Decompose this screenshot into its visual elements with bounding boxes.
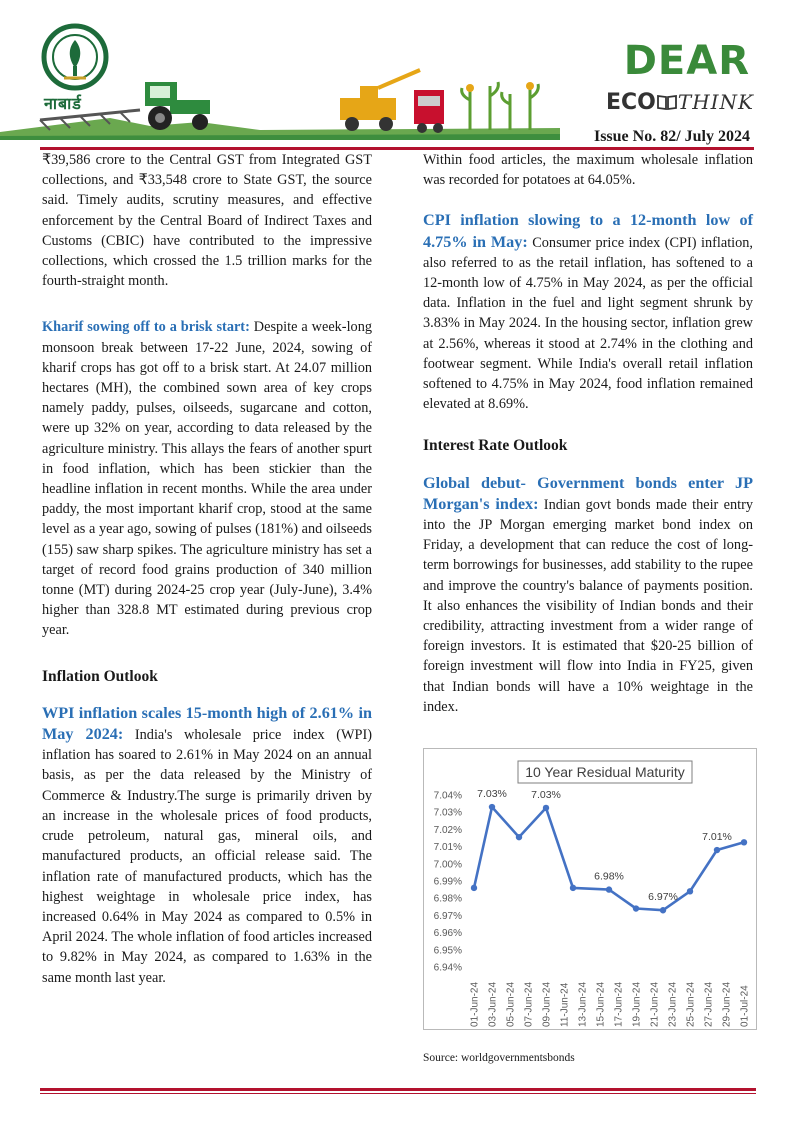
series-line xyxy=(474,807,744,910)
gst-paragraph: ₹39,586 crore to the Central GST from Integrated GST collections, and ₹33,548 crore to State GST, the source said. Timely audits, scrutiny measures, and effective enforcement by the Central Board of Indirect Taxes and Customs (CBIC) have contributed to the impressive collections, which crossed the 1.5 trillion marks for the fourth-straight month. xyxy=(42,152,372,290)
logo-text: नाबार्ड xyxy=(44,94,82,113)
chart-title: 10 Year Residual Maturity xyxy=(525,764,685,780)
masthead-subtitle xyxy=(606,90,754,115)
data-point xyxy=(471,885,477,891)
data-point xyxy=(687,888,693,894)
x-tick-label: 19-Jun-24 xyxy=(631,981,643,1027)
x-tick-label: 09-Jun-24 xyxy=(541,981,553,1027)
issue-number: Issue No. 82/ July 2024 xyxy=(593,128,750,145)
y-tick-label: 6.94% xyxy=(433,962,462,974)
x-tick-label: 03-Jun-24 xyxy=(487,981,499,1027)
data-point xyxy=(516,834,522,840)
data-label: 7.03% xyxy=(477,788,507,801)
y-tick-label: 6.95% xyxy=(433,945,462,957)
cpi-body: Consumer price index (CPI) inflation, also referred to as the retail inflation, has softened to a 12-month low of 4.75% in May 2024, as per the official data. Inflation in the fuel and light segment shrunk by 3.83% in May 2024. In the housing sector, inflation grew at 2.56%, whereas it stood at 2.74% in the clothing and footwear segment. While India's overall retail inflation softened to 4.75% in May 2024, food inflation remained elevated at 8.69%. xyxy=(423,234,754,413)
data-label: 6.97% xyxy=(648,891,678,904)
interest-section-heading: Interest Rate Outlook xyxy=(423,437,568,455)
left-column xyxy=(42,150,372,988)
potato-paragraph: Within food articles, the maximum wholesale inflation was recorded for potatoes at 64.05%. xyxy=(423,152,753,189)
bond-body: Indian govt bonds made their entry into the JP Morgan emerging market bond index on Friday, a development that can reduce the cost of long-term borrowings for businesses, add stability to the rupee and improve the country's balance of payments position. It also enhances the visibility of Indian bonds and their credibility, attracting investment from a wider range of foreign investors. It is estimated that $20-25 billion of foreign investment will flow into India in FY25, given that Indian bonds will have a 10% weightage in the index. xyxy=(423,496,753,715)
bond-heading: Global debut- Government bonds enter JP Morgan's index: xyxy=(423,473,753,513)
masthead-title: DEAR xyxy=(623,38,750,84)
x-tick-label: 01-Jun-24 xyxy=(469,981,481,1027)
x-tick-label: 01-Jul-24 xyxy=(739,985,751,1027)
x-tick-label: 11-Jun-24 xyxy=(559,982,571,1027)
x-tick-label: 15-Jun-24 xyxy=(595,981,607,1027)
chart-source: Source: worldgovernmentsbonds xyxy=(423,1052,575,1064)
x-tick-label: 13-Jun-24 xyxy=(577,981,589,1027)
x-tick-label: 27-Jun-24 xyxy=(703,981,715,1027)
kharif-heading: Kharif sowing off to a brisk start: xyxy=(42,319,250,336)
subtitle-eco: ECO xyxy=(605,90,656,115)
x-tick-label: 25-Jun-24 xyxy=(685,981,697,1027)
wpi-paragraph xyxy=(42,703,372,988)
footer-divider-thin xyxy=(40,1093,756,1094)
data-point xyxy=(543,805,549,811)
data-point xyxy=(570,885,576,891)
open-book-icon xyxy=(657,94,677,110)
y-tick-label: 6.99% xyxy=(433,876,462,888)
y-tick-label: 6.98% xyxy=(433,893,462,905)
x-tick-label: 29-Jun-24 xyxy=(721,981,733,1027)
x-tick-label: 05-Jun-24 xyxy=(505,981,517,1027)
wpi-heading: WPI inflation scales 15-month high of 2.61% in May 2024: xyxy=(42,703,372,744)
page-header xyxy=(0,0,800,150)
x-tick-label: 17-Jun-24 xyxy=(613,981,625,1027)
y-tick-label: 7.01% xyxy=(433,842,462,854)
data-point xyxy=(741,839,747,845)
y-tick-label: 7.04% xyxy=(433,790,462,802)
right-column xyxy=(423,150,753,717)
data-label: 7.03% xyxy=(531,788,561,801)
x-tick-label: 23-Jun-24 xyxy=(667,981,679,1027)
y-tick-label: 7.00% xyxy=(433,859,462,871)
data-label: 7.01% xyxy=(702,831,732,844)
y-tick-label: 7.03% xyxy=(433,807,462,819)
x-tick-label: 07-Jun-24 xyxy=(523,981,535,1027)
data-label: 6.98% xyxy=(594,870,624,883)
data-point xyxy=(714,847,720,853)
kharif-body: Despite a week-long monsoon break between 17-22 June, 2024, sowing of kharif crops has got off to a brisk start. At 24.07 million hectares (MH), the combined sown area of key crops namely paddy, pulses, oilseeds, sugarcane and cotton, were up 32% on year, according to data released by the agriculture ministry. This allays the fears of another spurt in food inflation, which has been stickier than the headline inflation in recent months. While the area under paddy, the most important kharif crop, stood at the same level as a year ago, sowing of pulses (181%) and oilseeds (155) saw sharp spikes. The agriculture ministry has set a target of record food grains production of 340 million tonne (MT) during 2024-25 crop year (July-June), 3.4% higher than 328.8 MT estimated during previous crop year. xyxy=(42,319,372,639)
data-point xyxy=(606,886,612,892)
kharif-paragraph xyxy=(42,317,372,640)
inflation-section-heading: Inflation Outlook xyxy=(42,667,158,685)
data-point xyxy=(489,804,495,810)
subtitle-think: THINK xyxy=(677,90,754,114)
cpi-paragraph xyxy=(423,210,753,414)
y-tick-label: 6.96% xyxy=(433,928,462,940)
footer-divider xyxy=(40,1088,756,1091)
y-tick-label: 7.02% xyxy=(433,824,462,836)
yield-chart xyxy=(423,748,757,1030)
wpi-body: India's wholesale price index (WPI) inflation has soared to 2.61% in May 2024 on an annual basis, as per the data released by the Ministry of Commerce & Industry.The surge is primarily driven by an increase in the wholesale prices of food products, crude petroleum, natural gas, mineral oils, and manufactured products, an official release said. The inflation rate of manufactured products, which has the highest weightage in wholesale price index, has increased 0.64% in May 2024 as compared to 0.5% in April 2024. The whole inflation of food articles increased to 9.82% in May 2024, as compared to 1.63% in the same month last year. xyxy=(42,727,372,986)
farm-illustration-icon xyxy=(0,60,560,140)
x-tick-label: 21-Jun-24 xyxy=(649,981,661,1027)
y-tick-label: 6.97% xyxy=(433,910,462,922)
bond-paragraph xyxy=(423,473,753,717)
data-point xyxy=(660,907,666,913)
yield-chart-svg xyxy=(424,749,756,1029)
data-point xyxy=(633,905,639,911)
cpi-heading: CPI inflation slowing to a 12-month low of 4.75% in May: xyxy=(423,211,753,251)
